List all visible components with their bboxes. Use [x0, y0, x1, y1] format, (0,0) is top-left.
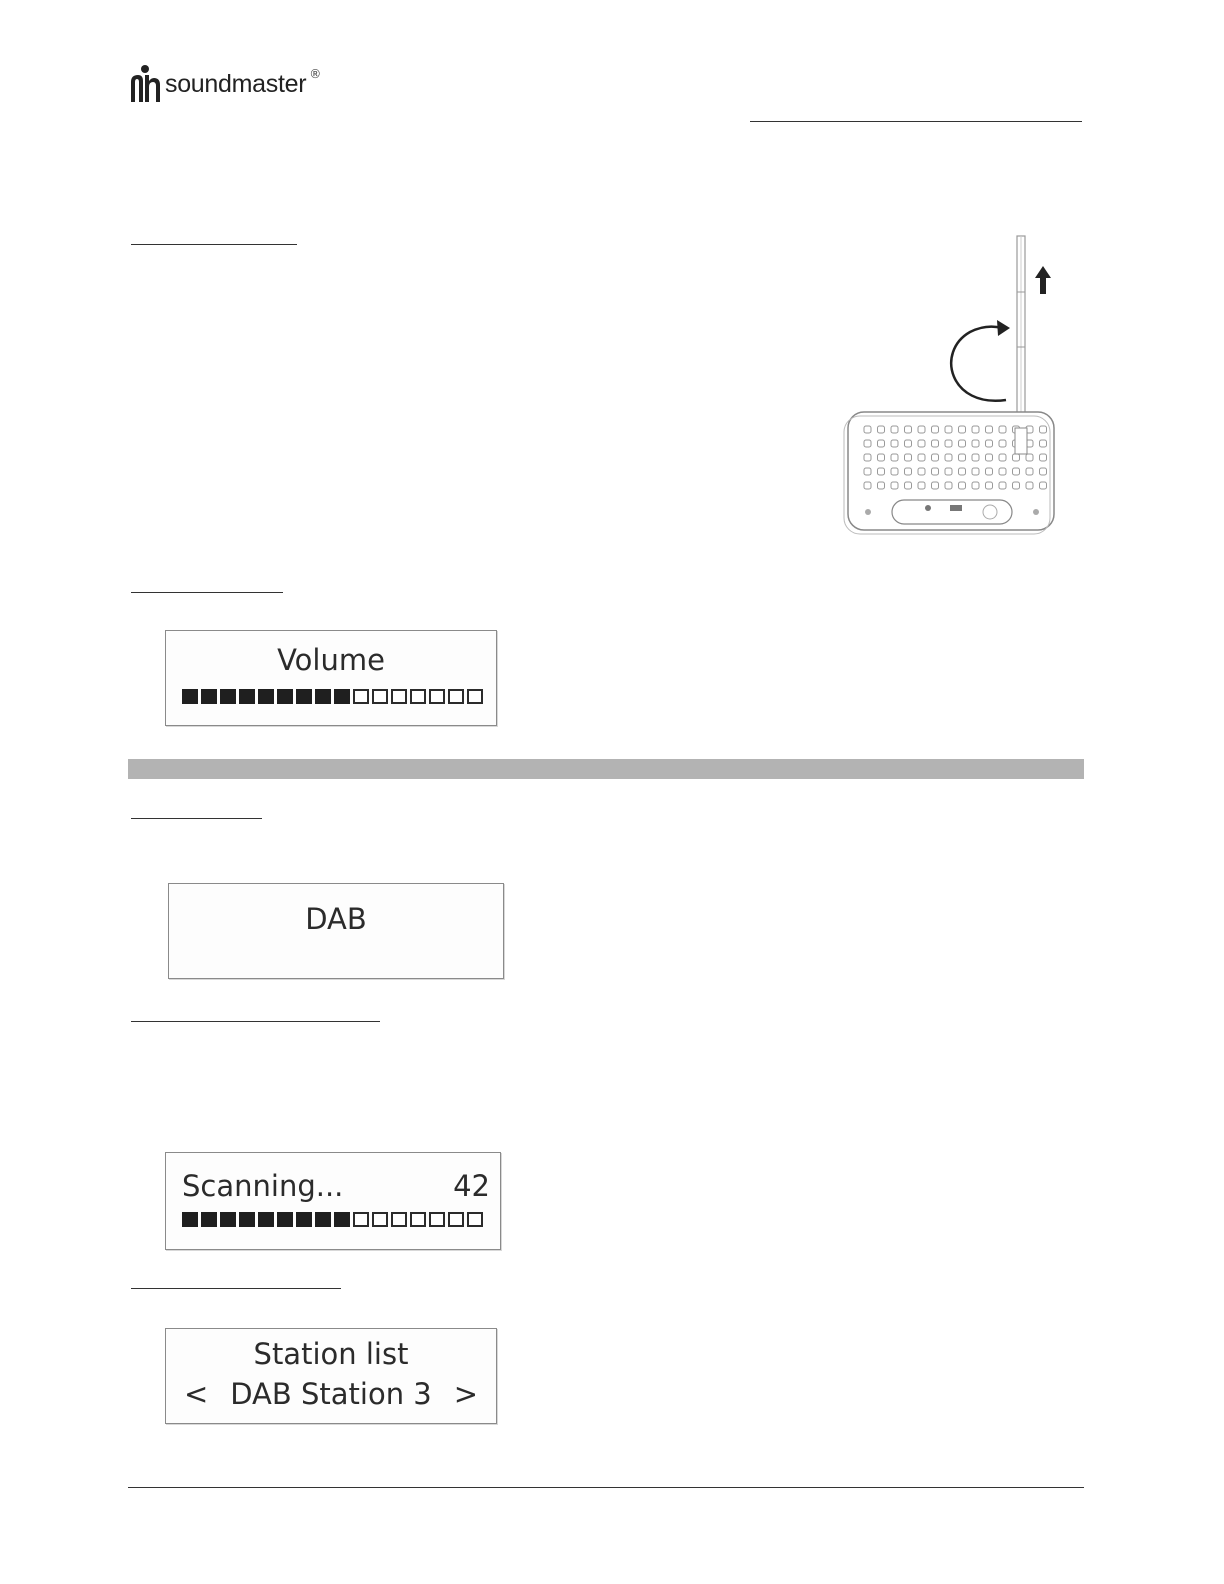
level-segment — [429, 1212, 445, 1227]
header-rule — [750, 121, 1082, 122]
section-rule-3 — [131, 818, 262, 819]
section-rule-2 — [131, 592, 283, 593]
section-rule-1 — [131, 244, 297, 245]
level-segment — [182, 1212, 198, 1227]
level-segment — [391, 1212, 407, 1227]
scan-progress-bar — [182, 1212, 483, 1227]
footer-rule — [128, 1487, 1084, 1488]
level-segment — [372, 1212, 388, 1227]
mode-display — [168, 883, 504, 979]
level-segment — [467, 689, 483, 704]
level-segment — [239, 1212, 255, 1227]
level-segment — [220, 689, 236, 704]
level-segment — [334, 1212, 350, 1227]
brand-name: soundmaster — [165, 69, 307, 98]
level-segment — [315, 1212, 331, 1227]
level-segment — [201, 1212, 217, 1227]
level-segment — [182, 689, 198, 704]
level-segment — [467, 1212, 483, 1227]
level-segment — [353, 1212, 369, 1227]
level-segment — [429, 689, 445, 704]
volume-display — [165, 630, 497, 726]
level-segment — [372, 689, 388, 704]
level-segment — [353, 689, 369, 704]
station-list-title: Station list — [253, 1337, 409, 1371]
section-rule-5 — [131, 1288, 341, 1289]
scan-label: Scanning... — [182, 1169, 344, 1203]
section-rule-4 — [131, 1021, 380, 1022]
level-segment — [391, 689, 407, 704]
level-segment — [220, 1212, 236, 1227]
level-segment — [334, 689, 350, 704]
level-segment — [448, 689, 464, 704]
level-segment — [258, 689, 274, 704]
prev-station-arrow: < — [184, 1377, 209, 1411]
registered-mark: ® — [309, 67, 322, 81]
scan-count: 42 — [453, 1169, 490, 1203]
level-segment — [296, 1212, 312, 1227]
level-segment — [239, 689, 255, 704]
soundmaster-logo-icon — [128, 64, 162, 104]
level-segment — [296, 689, 312, 704]
level-segment — [277, 1212, 293, 1227]
volume-level-bar — [182, 689, 483, 704]
mode-label: DAB — [305, 902, 367, 936]
level-segment — [277, 689, 293, 704]
section-divider-band — [128, 759, 1084, 779]
level-segment — [448, 1212, 464, 1227]
station-display — [165, 1328, 497, 1424]
scan-display — [165, 1152, 501, 1250]
volume-title: Volume — [277, 643, 385, 677]
level-segment — [410, 689, 426, 704]
brand-logo — [128, 64, 321, 104]
level-segment — [410, 1212, 426, 1227]
next-station-arrow: > — [453, 1377, 478, 1411]
level-segment — [201, 689, 217, 704]
radio-antenna-illustration — [840, 232, 1070, 541]
level-segment — [315, 689, 331, 704]
station-name: DAB Station 3 — [230, 1377, 432, 1411]
level-segment — [258, 1212, 274, 1227]
